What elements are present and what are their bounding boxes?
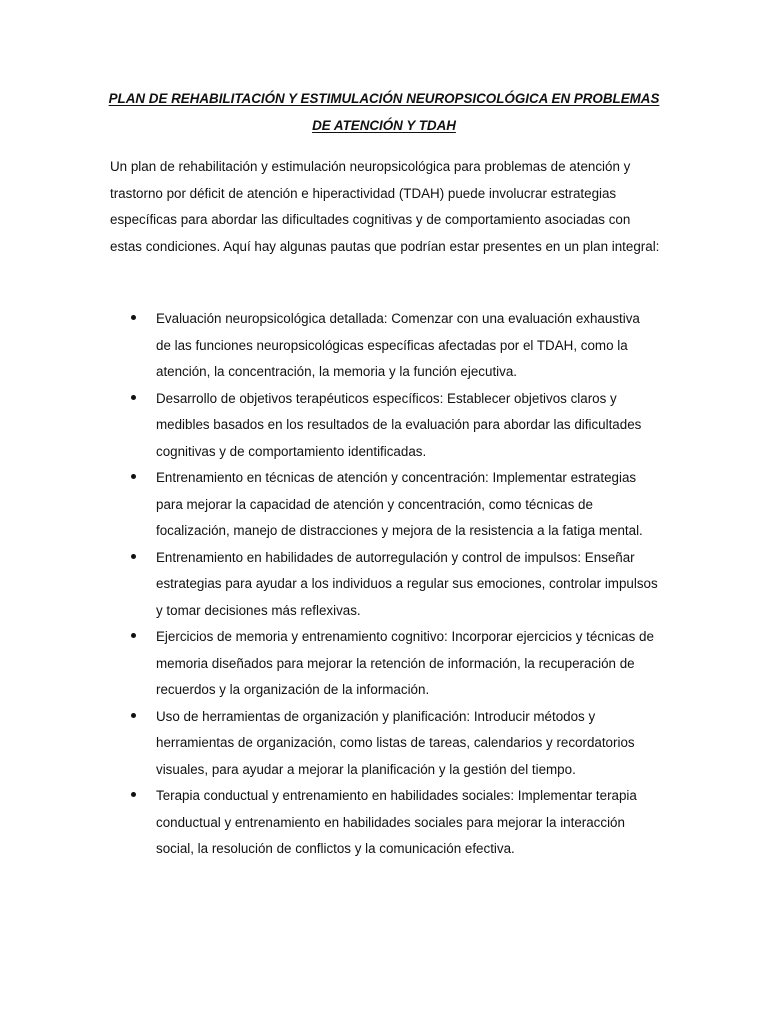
list-item-text: Uso de herramientas de organización y planificación: Introducir métodos y herramientas de organización, como listas de tareas, calendarios y recordatorios visuales, para ayudar a mejorar la planificación y la gestión del tiempo. [156,708,635,777]
list-item-text: Entrenamiento en habilidades de autorregulación y control de impulsos: Enseñar estrategias para ayudar a los individuos a regular sus emociones, controlar impulsos y tomar decisiones más reflexivas. [156,549,658,618]
list-item [156,306,658,386]
list-item-text: Entrenamiento en técnicas de atención y concentración: Implementar estrategias para mejorar la capacidad de atención y concentración, como técnicas de focalización, manejo de distracciones y mejora de la resistencia a la fatiga mental. [156,470,643,538]
list-item [156,386,658,466]
list-item-text: Evaluación neuropsicológica detallada: Comenzar con una evaluación exhaustiva de las funciones neuropsicológicas específicas afectadas por el TDAH, como la atención, la concentración, la memoria y la función ejecutiva. [156,311,640,379]
bullet-icon [131,633,136,638]
bullet-icon [131,315,136,320]
list-item-text: Terapia conductual y entrenamiento en habilidades sociales: Implementar terapia conductual y entrenamiento en habilidades sociales para mejorar la interacción social, la resolución de conflictos y la comunicación efectiva. [156,788,637,856]
list-item [156,545,658,625]
intro-paragraph: Un plan de rehabilitación y estimulación neuropsicológica para problemas de atención y trastorno por déficit de atención e hiperactividad (TDAH) puede involucrar estrategias específicas para abordar las dificultades cognitivas y de comportamiento asociadas con estas condiciones. Aquí hay algunas pautas que podrían estar presentes en un plan integral: [110,159,660,254]
list-item [156,783,658,863]
list-item-text: Desarrollo de objetivos terapéuticos específicos: Establecer objetivos claros y medibles basados en los resultados de la evaluación para abordar las dificultades cognitivas y de comportamiento identificadas. [156,390,642,459]
bullet-icon [131,554,136,559]
bullet-icon [131,792,136,797]
document-title: PLAN DE REHABILITACIÓN Y ESTIMULACIÓN NEUROPSICOLÓGICA EN PROBLEMAS DE ATENCIÓN Y TDAH [108,91,660,133]
bullet-icon [131,713,136,718]
list-item [156,704,658,784]
list-item [156,465,658,545]
list-item-text: Ejercicios de memoria y entrenamiento cognitivo: Incorporar ejercicios y técnicas de memoria diseñados para mejorar la retención de información, la recuperación de recuerdos y la organización de la información. [156,629,654,697]
guideline-list [156,306,658,863]
list-item [156,624,658,704]
bullet-icon [131,474,136,479]
bullet-icon [131,395,136,400]
